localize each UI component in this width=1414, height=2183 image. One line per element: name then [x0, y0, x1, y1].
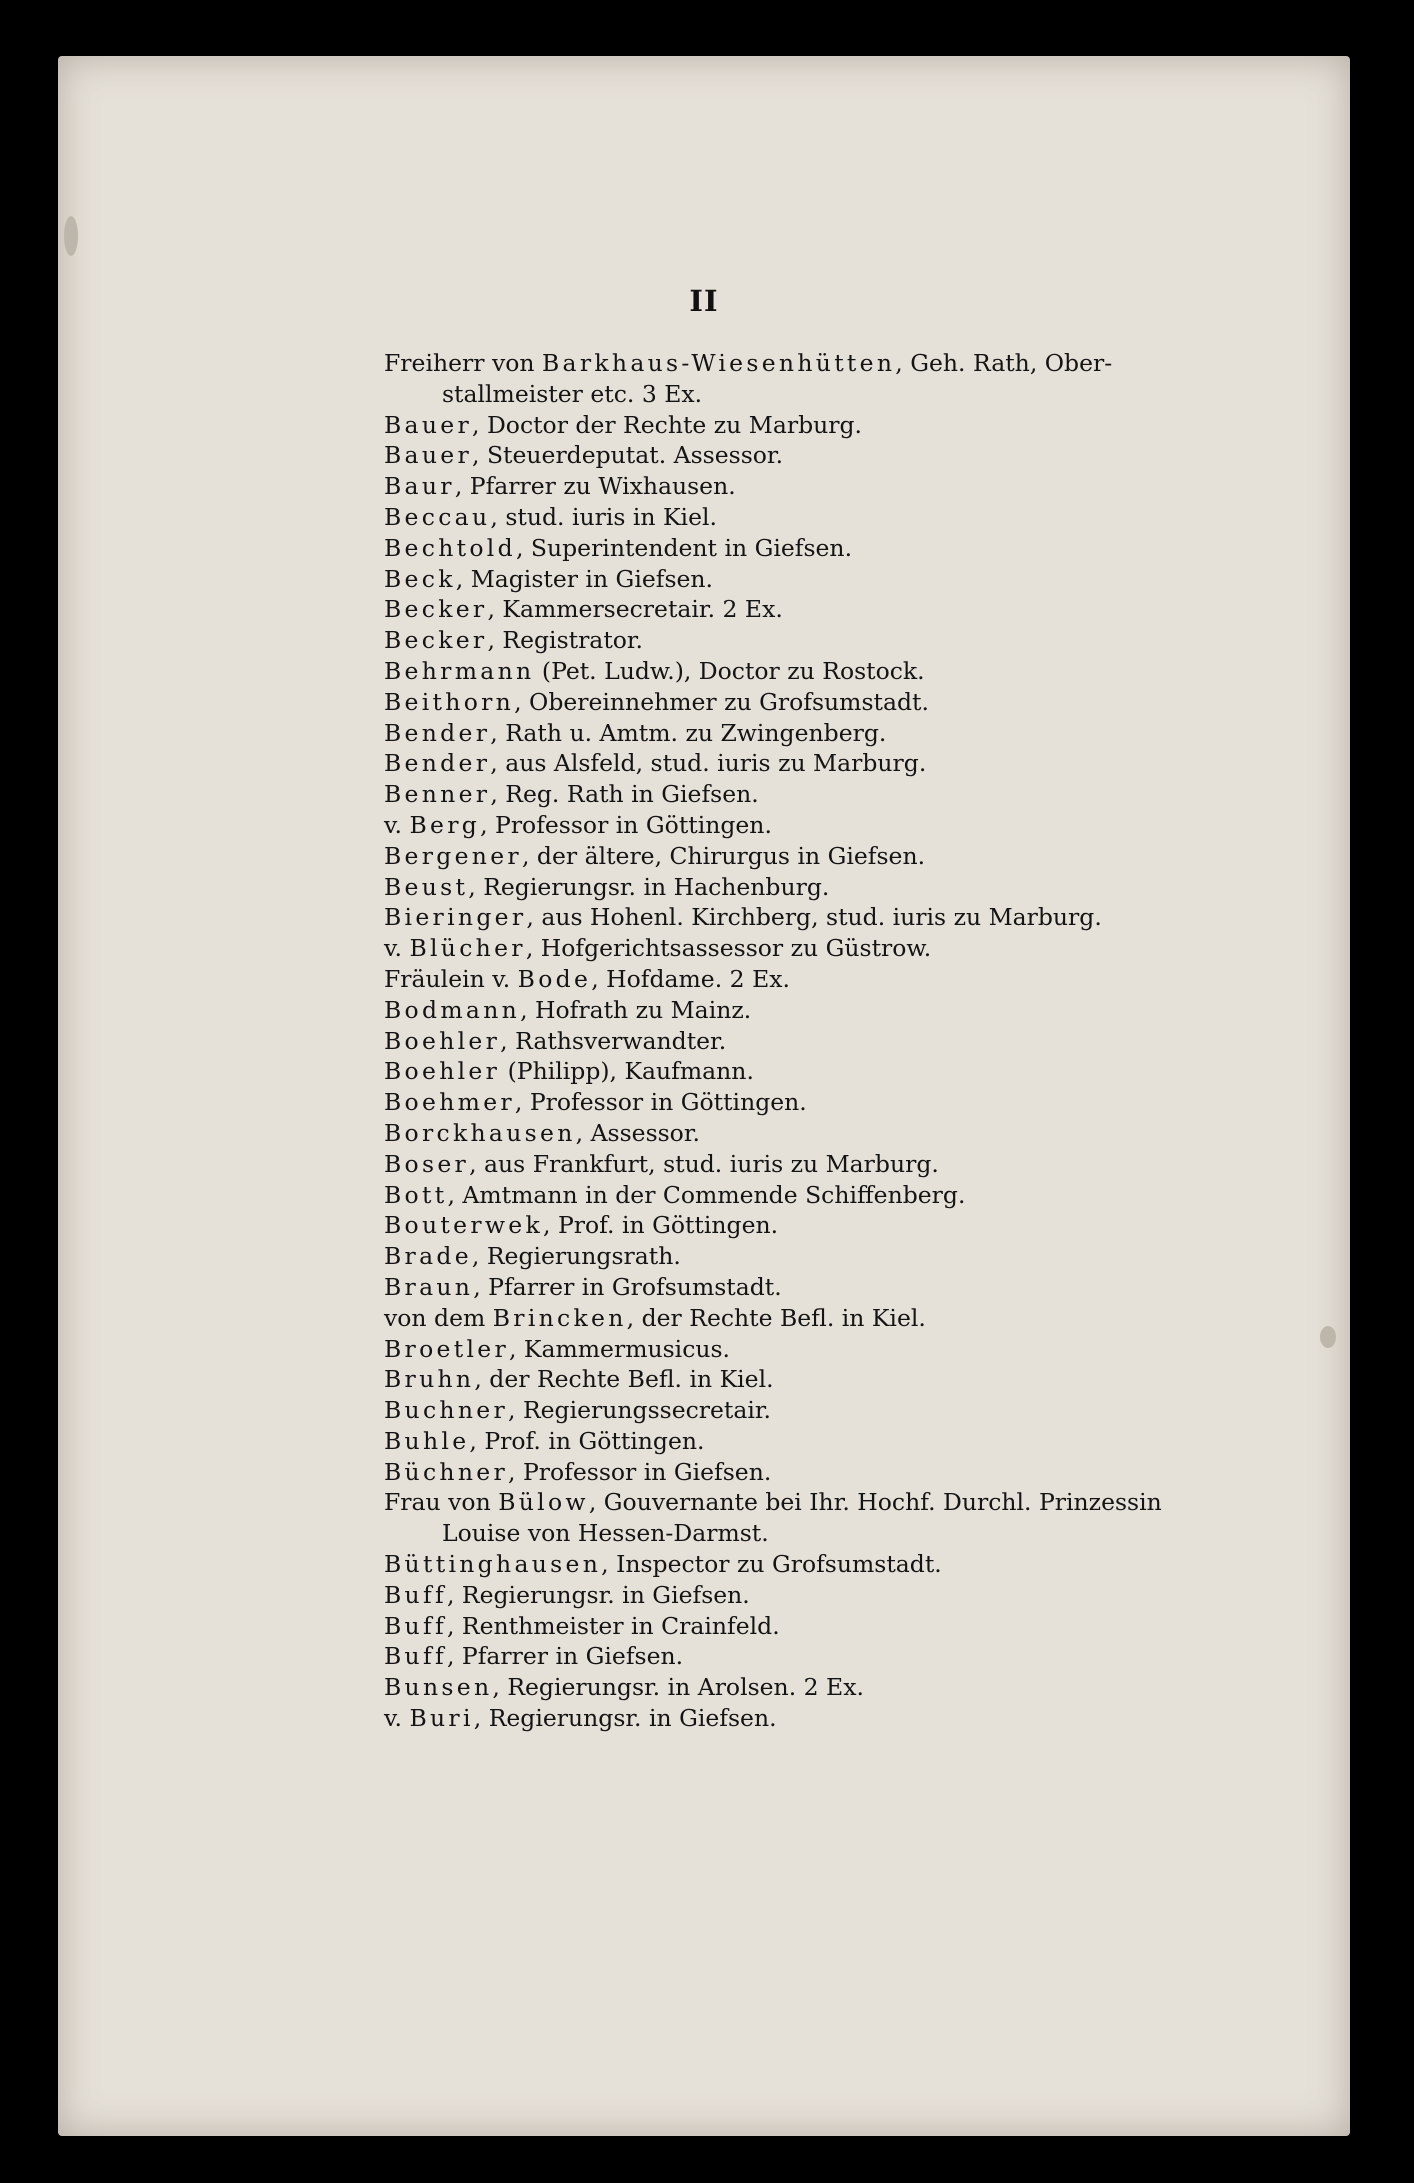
- entry-details: , Regierungsr. in Hachenburg.: [468, 872, 830, 901]
- entry-name: Broetler: [384, 1334, 509, 1363]
- entry-details: , der Rechte Befl. in Kiel.: [626, 1303, 926, 1332]
- list-item: [384, 1056, 1244, 1087]
- entry-name: Boehmer: [384, 1088, 515, 1117]
- entry-details: , Obereinnehmer zu Grofsumstadt.: [514, 687, 929, 716]
- entry-details: , aus Frankfurt, stud. iuris zu Marburg.: [469, 1149, 939, 1178]
- list-item: [384, 1487, 1244, 1549]
- entry-name: Benner: [384, 780, 491, 809]
- entry-continuation: Louise von Hessen-Darmst.: [442, 1519, 769, 1548]
- entry-details: , Hofdame. 2 Ex.: [591, 964, 790, 993]
- entry-details: , Regierungsr. in Giefsen.: [473, 1704, 777, 1733]
- entry-details: , Reg. Rath in Giefsen.: [490, 780, 759, 809]
- entry-name: Brincken: [492, 1303, 627, 1332]
- list-item: [384, 1149, 1244, 1180]
- entry-details: (Pet. Ludw.), Doctor zu Rostock.: [534, 656, 925, 685]
- list-item: [384, 841, 1244, 872]
- list-item: [384, 1611, 1244, 1642]
- entry-name: Baur: [384, 472, 455, 501]
- entry-details: , Magister in Giefsen.: [455, 564, 714, 593]
- entry-name: Büchner: [384, 1457, 509, 1486]
- entry-name: Bieringer: [384, 903, 527, 932]
- entry-prefix: Freiherr von: [384, 349, 542, 377]
- entry-details: , Pfarrer in Giefsen.: [446, 1642, 684, 1671]
- entry-details: , Rath u. Amtm. zu Zwingenberg.: [490, 718, 887, 747]
- list-item: [384, 718, 1244, 749]
- entry-prefix: v.: [384, 810, 410, 839]
- list-item: [384, 872, 1244, 903]
- entry-name: Bode: [517, 964, 592, 993]
- list-item: [384, 625, 1244, 656]
- list-item: [384, 410, 1244, 441]
- list-item: [384, 687, 1244, 718]
- entry-details: , Geh. Rath, Ober-: [895, 349, 1113, 377]
- list-item: [384, 502, 1244, 533]
- entry-prefix: von dem: [384, 1303, 493, 1332]
- entry-name: Braun: [384, 1272, 474, 1301]
- entry-details: , Doctor der Rechte zu Marburg.: [472, 410, 862, 439]
- entry-details: , Professor in Göttingen.: [514, 1088, 807, 1117]
- entry-details: , Assessor.: [575, 1118, 700, 1147]
- entry-name: Bott: [384, 1180, 448, 1209]
- entry-name: Brade: [384, 1242, 472, 1271]
- entry-name: Büttinghausen: [384, 1550, 602, 1579]
- document-page: [58, 56, 1350, 2136]
- entry-name: Bodmann: [384, 995, 521, 1024]
- entry-details: , Amtmann in der Commende Schiffenberg.: [447, 1180, 966, 1209]
- entry-details: , aus Alsfeld, stud. iuris zu Marburg.: [490, 749, 927, 778]
- entry-name: Buff: [384, 1611, 447, 1640]
- entry-details: , Regierungssecretair.: [508, 1396, 771, 1425]
- entry-details: , Pfarrer zu Wixhausen.: [454, 472, 736, 501]
- entry-name: Behrmann: [384, 656, 535, 685]
- list-item: [384, 902, 1244, 933]
- entry-name: Boser: [384, 1149, 470, 1178]
- entry-details: , Kammermusicus.: [508, 1334, 731, 1363]
- list-item: [384, 1210, 1244, 1241]
- list-item: [384, 1026, 1244, 1057]
- list-item: [384, 1303, 1244, 1334]
- entry-details: , Superintendent in Giefsen.: [515, 533, 853, 562]
- list-item: [384, 1580, 1244, 1611]
- entry-name: Barkhaus-Wiesenhütten: [541, 349, 896, 377]
- entry-details: , der ältere, Chirurgus in Giefsen.: [521, 841, 926, 870]
- paper-stain: [1320, 1326, 1336, 1348]
- entry-name: Bauer: [384, 410, 473, 439]
- entry-details: , Regierungsrath.: [471, 1242, 681, 1271]
- entry-details: , Professor in Göttingen.: [480, 810, 772, 839]
- entry-name: Borckhausen: [384, 1118, 576, 1147]
- entry-prefix: v.: [384, 934, 410, 963]
- list-item: [384, 748, 1244, 779]
- entry-details: , Inspector zu Grofsumstadt.: [601, 1550, 942, 1579]
- entry-name: Buhle: [384, 1426, 470, 1455]
- entry-prefix: Fräulein v.: [384, 964, 518, 993]
- entry-name: Bauer: [384, 441, 473, 470]
- list-item: [384, 995, 1244, 1026]
- entry-details: , der Rechte Befl. in Kiel.: [474, 1365, 774, 1394]
- list-item: [384, 964, 1244, 995]
- list-item: [384, 1364, 1244, 1395]
- list-item: [384, 1457, 1244, 1488]
- list-item: [384, 348, 1244, 410]
- entry-details: , Hofrath zu Mainz.: [520, 995, 752, 1024]
- list-item: [384, 1672, 1244, 1703]
- list-item: [384, 1272, 1244, 1303]
- entry-name: Becker: [384, 626, 488, 655]
- entry-details: , Renthmeister in Crainfeld.: [446, 1611, 780, 1640]
- list-item: [384, 1549, 1244, 1580]
- list-item: [384, 533, 1244, 564]
- entry-name: Bender: [384, 718, 491, 747]
- entry-name: Bouterwek: [384, 1211, 544, 1240]
- entry-name: Beck: [384, 564, 456, 593]
- entry-details: , Professor in Giefsen.: [508, 1457, 772, 1486]
- entry-name: Bruhn: [384, 1365, 475, 1394]
- entry-name: Bergener: [384, 841, 522, 870]
- entry-name: Boehler: [384, 1057, 501, 1086]
- entry-name: Buff: [384, 1642, 447, 1671]
- entry-details: , Prof. in Göttingen.: [469, 1426, 705, 1455]
- list-item: [384, 779, 1244, 810]
- list-item: [384, 440, 1244, 471]
- page-number: II: [689, 284, 719, 318]
- entry-prefix: v.: [384, 1704, 410, 1733]
- entry-name: Becker: [384, 595, 488, 624]
- entry-name: Beithorn: [384, 687, 515, 716]
- list-item: [384, 656, 1244, 687]
- list-item: [384, 810, 1244, 841]
- entry-details: , Regierungsr. in Arolsen. 2 Ex.: [492, 1673, 864, 1702]
- entry-name: Boehler: [384, 1026, 501, 1055]
- entry-details: , Registrator.: [487, 626, 644, 655]
- list-item: [384, 1641, 1244, 1672]
- entry-name: Buri: [409, 1704, 474, 1733]
- paper-stain: [64, 216, 78, 256]
- entry-details: , Prof. in Göttingen.: [543, 1211, 779, 1240]
- entry-name: Bender: [384, 749, 491, 778]
- list-item: [384, 1087, 1244, 1118]
- entry-details: , Gouvernante bei Ihr. Hochf. Durchl. Prinzessin: [588, 1488, 1162, 1517]
- entry-details: , Pfarrer in Grofsumstadt.: [473, 1272, 782, 1301]
- entry-details: , Rathsverwandter.: [500, 1026, 727, 1055]
- entry-details: , Regierungsr. in Giefsen.: [446, 1580, 750, 1609]
- list-item: [384, 1395, 1244, 1426]
- entry-details: , stud. iuris in Kiel.: [490, 502, 717, 531]
- entry-continuation: stallmeister etc. 3 Ex.: [442, 379, 703, 408]
- entry-name: Buchner: [384, 1396, 509, 1425]
- list-item: [384, 1241, 1244, 1272]
- entry-prefix: Frau von: [384, 1488, 499, 1517]
- subscriber-list: [384, 348, 1244, 1734]
- entry-name: Berg: [409, 810, 481, 839]
- entry-details: , Kammersecretair. 2 Ex.: [487, 595, 783, 624]
- entry-details: , Hofgerichtsassessor zu Güstrow.: [525, 934, 932, 963]
- list-item: [384, 1426, 1244, 1457]
- entry-name: Beust: [384, 872, 469, 901]
- entry-details: , Steuerdeputat. Assessor.: [472, 441, 784, 470]
- entry-details: , aus Hohenl. Kirchberg, stud. iuris zu Marburg.: [526, 903, 1102, 932]
- list-item: [384, 564, 1244, 595]
- list-item: [384, 1703, 1244, 1734]
- entry-name: Buff: [384, 1580, 447, 1609]
- entry-name: Bülow: [498, 1488, 589, 1517]
- list-item: [384, 1334, 1244, 1365]
- list-item: [384, 471, 1244, 502]
- list-item: [384, 933, 1244, 964]
- entry-name: Bunsen: [384, 1673, 493, 1702]
- list-item: [384, 594, 1244, 625]
- list-item: [384, 1180, 1244, 1211]
- entry-details: (Philipp), Kaufmann.: [500, 1057, 754, 1086]
- list-item: [384, 1118, 1244, 1149]
- entry-name: Blücher: [409, 934, 526, 963]
- entry-name: Bechtold: [384, 533, 516, 562]
- entry-name: Beccau: [384, 502, 491, 531]
